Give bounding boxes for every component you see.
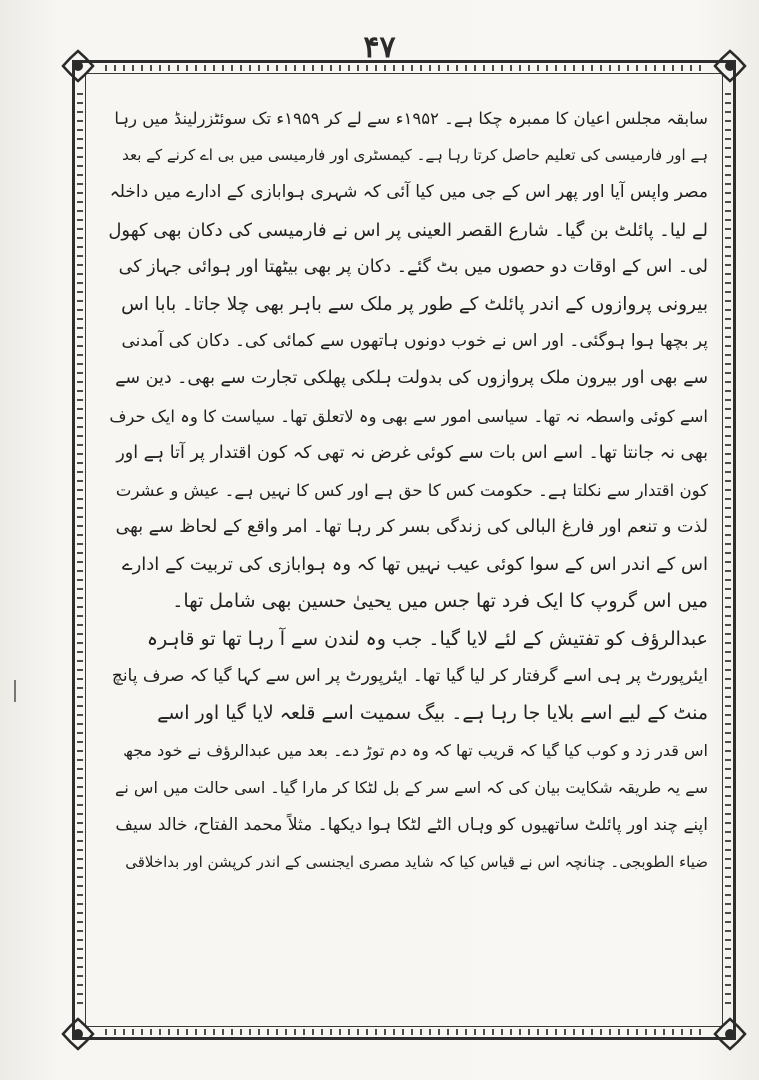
text-line: اس کے اندر اس کے سوا کوئی عیب نہیں تھا کہ وہ ہوابازی کی تربیت کے ادارے <box>122 554 708 576</box>
corner-ornament-icon <box>713 49 747 83</box>
page-number: ۴۷ <box>363 30 396 65</box>
text-line: مصر واپس آیا اور پھر اس کے جی میں کیا آئی کہ شہری ہوابازی کے ادارے میں داخلہ <box>109 182 708 203</box>
text-line: منٹ کے لیے اسے بلایا جا رہا ہے۔ بیگ سمیت اسے قلعہ لایا گیا اور اسے <box>157 702 708 724</box>
text-line: سے یہ طریقہ شکایت بیان کی کہ اسے سر کے بل لٹکا کر مارا گیا۔ اسی حالت میں اس نے <box>115 778 708 798</box>
text-line: عبدالرؤف کو تفتیش کے لئے لایا گیا۔ جب وہ لندن سے آ رہا تھا تو قاہرہ <box>146 627 708 650</box>
text-line: لی۔ اس کے اوقات دو حصوں میں بٹ گئے۔ دکان پر بھی بیٹھتا اور ہوائی جہاز کی <box>118 256 708 277</box>
text-line: بھی نہ جانتا تھا۔ اسے اس بات سے کوئی غرض نہ تھی کہ کون اقتدار پر آتا ہے اور <box>116 442 708 463</box>
text-line: لے لیا۔ پائلٹ بن گیا۔ شارع القصر العینی پر اس نے فارمیسی کی دکان بھی کھول <box>108 219 708 241</box>
body-text <box>108 100 708 1030</box>
text-line: لذت و تنعم اور فارغ البالی کی زندگی بسر کر رہا تھا۔ امر واقع کے لحاظ سے بھی <box>115 517 708 538</box>
border-pattern-left <box>77 93 83 1007</box>
text-line: ایئرپورٹ پر ہی اسے گرفتار کر لیا گیا تھا۔ ایئرپورٹ پر اس سے کہا گیا کہ صرف پانچ <box>111 665 708 686</box>
text-line: بیرونی پروازوں کے اندر پائلٹ کے طور پر ملک سے باہر بھی چلا جاتا۔ بابا اس <box>121 293 708 315</box>
corner-ornament-icon <box>713 1017 747 1051</box>
text-line: ہے اور فارمیسی کی تعلیم حاصل کرتا رہا ہے۔ کیمسٹری اور فارمیسی میں بی اے کرنے کے بعد <box>122 146 708 165</box>
text-line: اس قدر زد و کوب کیا گیا کہ قریب تھا کہ وہ دم توڑ دے۔ بعد میں عبدالرؤف نے خود مجھ <box>123 741 708 761</box>
border-pattern-right <box>725 93 731 1007</box>
corner-ornament-icon <box>61 49 95 83</box>
scan-margin-mark <box>14 680 16 702</box>
corner-ornament-icon <box>61 1017 95 1051</box>
text-line: اپنے چند اور پائلٹ ساتھیوں کو وہاں الٹے لٹکا ہوا دیکھا۔ مثلاً محمد الفتاح، خالد سیف <box>115 814 708 835</box>
text-line: ضیاء الطوبجی۔ چنانچہ اس نے قیاس کیا کہ شاید مصری ایجنسی کے اندر کرپشن اور بداخلاقی <box>125 852 708 871</box>
text-line: پر بچھا ہوا ہوگئی۔ اور اس نے خوب دونوں ہاتھوں سے کمائی کی۔ دکان کی آمدنی <box>121 331 708 352</box>
text-line: سابقہ مجلس اعیان کا ممبرہ چکا ہے۔ ۱۹۵۲ء سے لے کر ۱۹۵۹ء تک سوئٹزرلینڈ میں رہا <box>114 109 708 128</box>
text-line: اسے کوئی واسطہ نہ تھا۔ سیاسی امور سے بھی وہ لاتعلق تھا۔ سیاست کا وہ ایک حرف <box>109 406 708 426</box>
text-line: کون اقتدار سے نکلتا ہے۔ حکومت کس کا حق ہے اور کس کا نہیں ہے۔ عیش و عشرت <box>115 480 708 500</box>
border-pattern-top <box>105 65 703 71</box>
text-line: میں اس گروپ کا ایک فرد تھا جس میں یحییٰ حسین بھی شامل تھا۔ <box>172 590 708 613</box>
text-line: سے بھی اور بیرون ملک پروازوں کی بدولت ہلکی پھلکی تجارت سے بھی۔ دین سے <box>115 368 708 389</box>
